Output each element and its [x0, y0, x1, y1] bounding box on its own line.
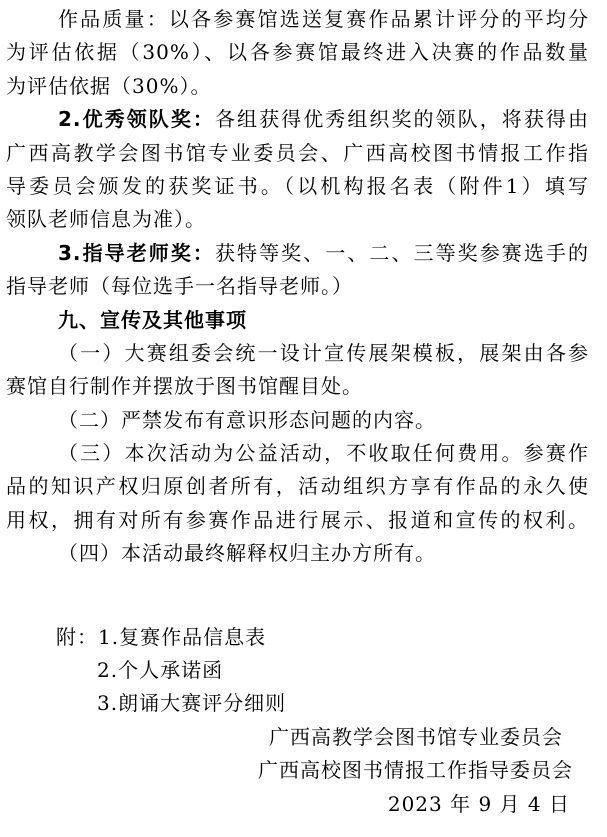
signature-date: 2023 年 9 月 4 日 — [387, 791, 570, 816]
paragraph-leader-award-line-2: 广西高教学会图书馆专业委员会、广西高校图书情报工作指 — [6, 140, 589, 165]
paragraph-item4-line-1: （四）本活动最终解释权归主办方所有。 — [58, 541, 436, 566]
section-heading: 九、宣传及其他事项 — [58, 307, 247, 332]
paragraph-item1-line-1: （一）大赛组委会统一设计宣传展架模板，展架由各参 — [58, 340, 589, 365]
paragraph-leader-award-line-4: 领队老师信息为准）。 — [6, 207, 206, 232]
paragraph-quality-line-2: 为评估依据（30%）、以各参赛馆最终进入决赛的作品数量 — [6, 40, 589, 65]
paragraph-teacher-award-line-2: 指导老师（每位选手一名指导老师。） — [6, 274, 353, 299]
attachment-item-2: 2.个人承诺函 — [97, 658, 224, 683]
teacher-award-label: 3.指导老师奖： — [58, 240, 215, 265]
signature-org-1: 广西高教学会图书馆专业委员会 — [269, 724, 563, 749]
attachment-item-1: 1.复赛作品信息表 — [98, 624, 267, 649]
teacher-award-lead-text: 获特等奖、一、二、三等奖参赛选手的 — [214, 240, 590, 265]
paragraph-item3-line-3: 用权，拥有对所有参赛作品进行展示、报道和宣传的权利。 — [6, 507, 589, 532]
paragraph-quality-line-3: 为评估依据（30%）。 — [6, 73, 212, 98]
signature-org-2: 广西高校图书情报工作指导委员会 — [258, 758, 573, 783]
attachments-line-1 — [6, 621, 589, 654]
paragraph-quality-line-1: 作品质量：以各参赛馆选送复赛作品累计评分的平均分 — [58, 7, 589, 31]
paragraph-teacher-award-line-1 — [6, 237, 589, 270]
paragraph-item1-line-2: 赛馆自行制作并摆放于图书馆醒目处。 — [6, 374, 363, 399]
paragraph-leader-award-line-1 — [6, 103, 589, 136]
leader-award-label: 2.优秀领队奖： — [58, 107, 215, 132]
attachments-label: 附： — [56, 624, 98, 649]
leader-award-lead-text: 各组获得优秀组织奖的领队，将获得由 — [214, 107, 590, 132]
paragraph-item3-line-1: （三）本次活动为公益活动，不收取任何费用。参赛作 — [58, 441, 589, 466]
attachment-item-3: 3.朗诵大赛评分细则 — [97, 691, 287, 716]
paragraph-leader-award-line-3: 导委员会颁发的获奖证书。（以机构报名表（附件1）填写 — [6, 173, 589, 198]
vertical-gap — [6, 571, 607, 621]
paragraph-item3-line-2: 品的知识产权归原创者所有，活动组织方享有作品的永久使 — [6, 474, 589, 499]
paragraph-item2-line-1: （二）严禁发布有意识形态问题的内容。 — [58, 407, 436, 432]
